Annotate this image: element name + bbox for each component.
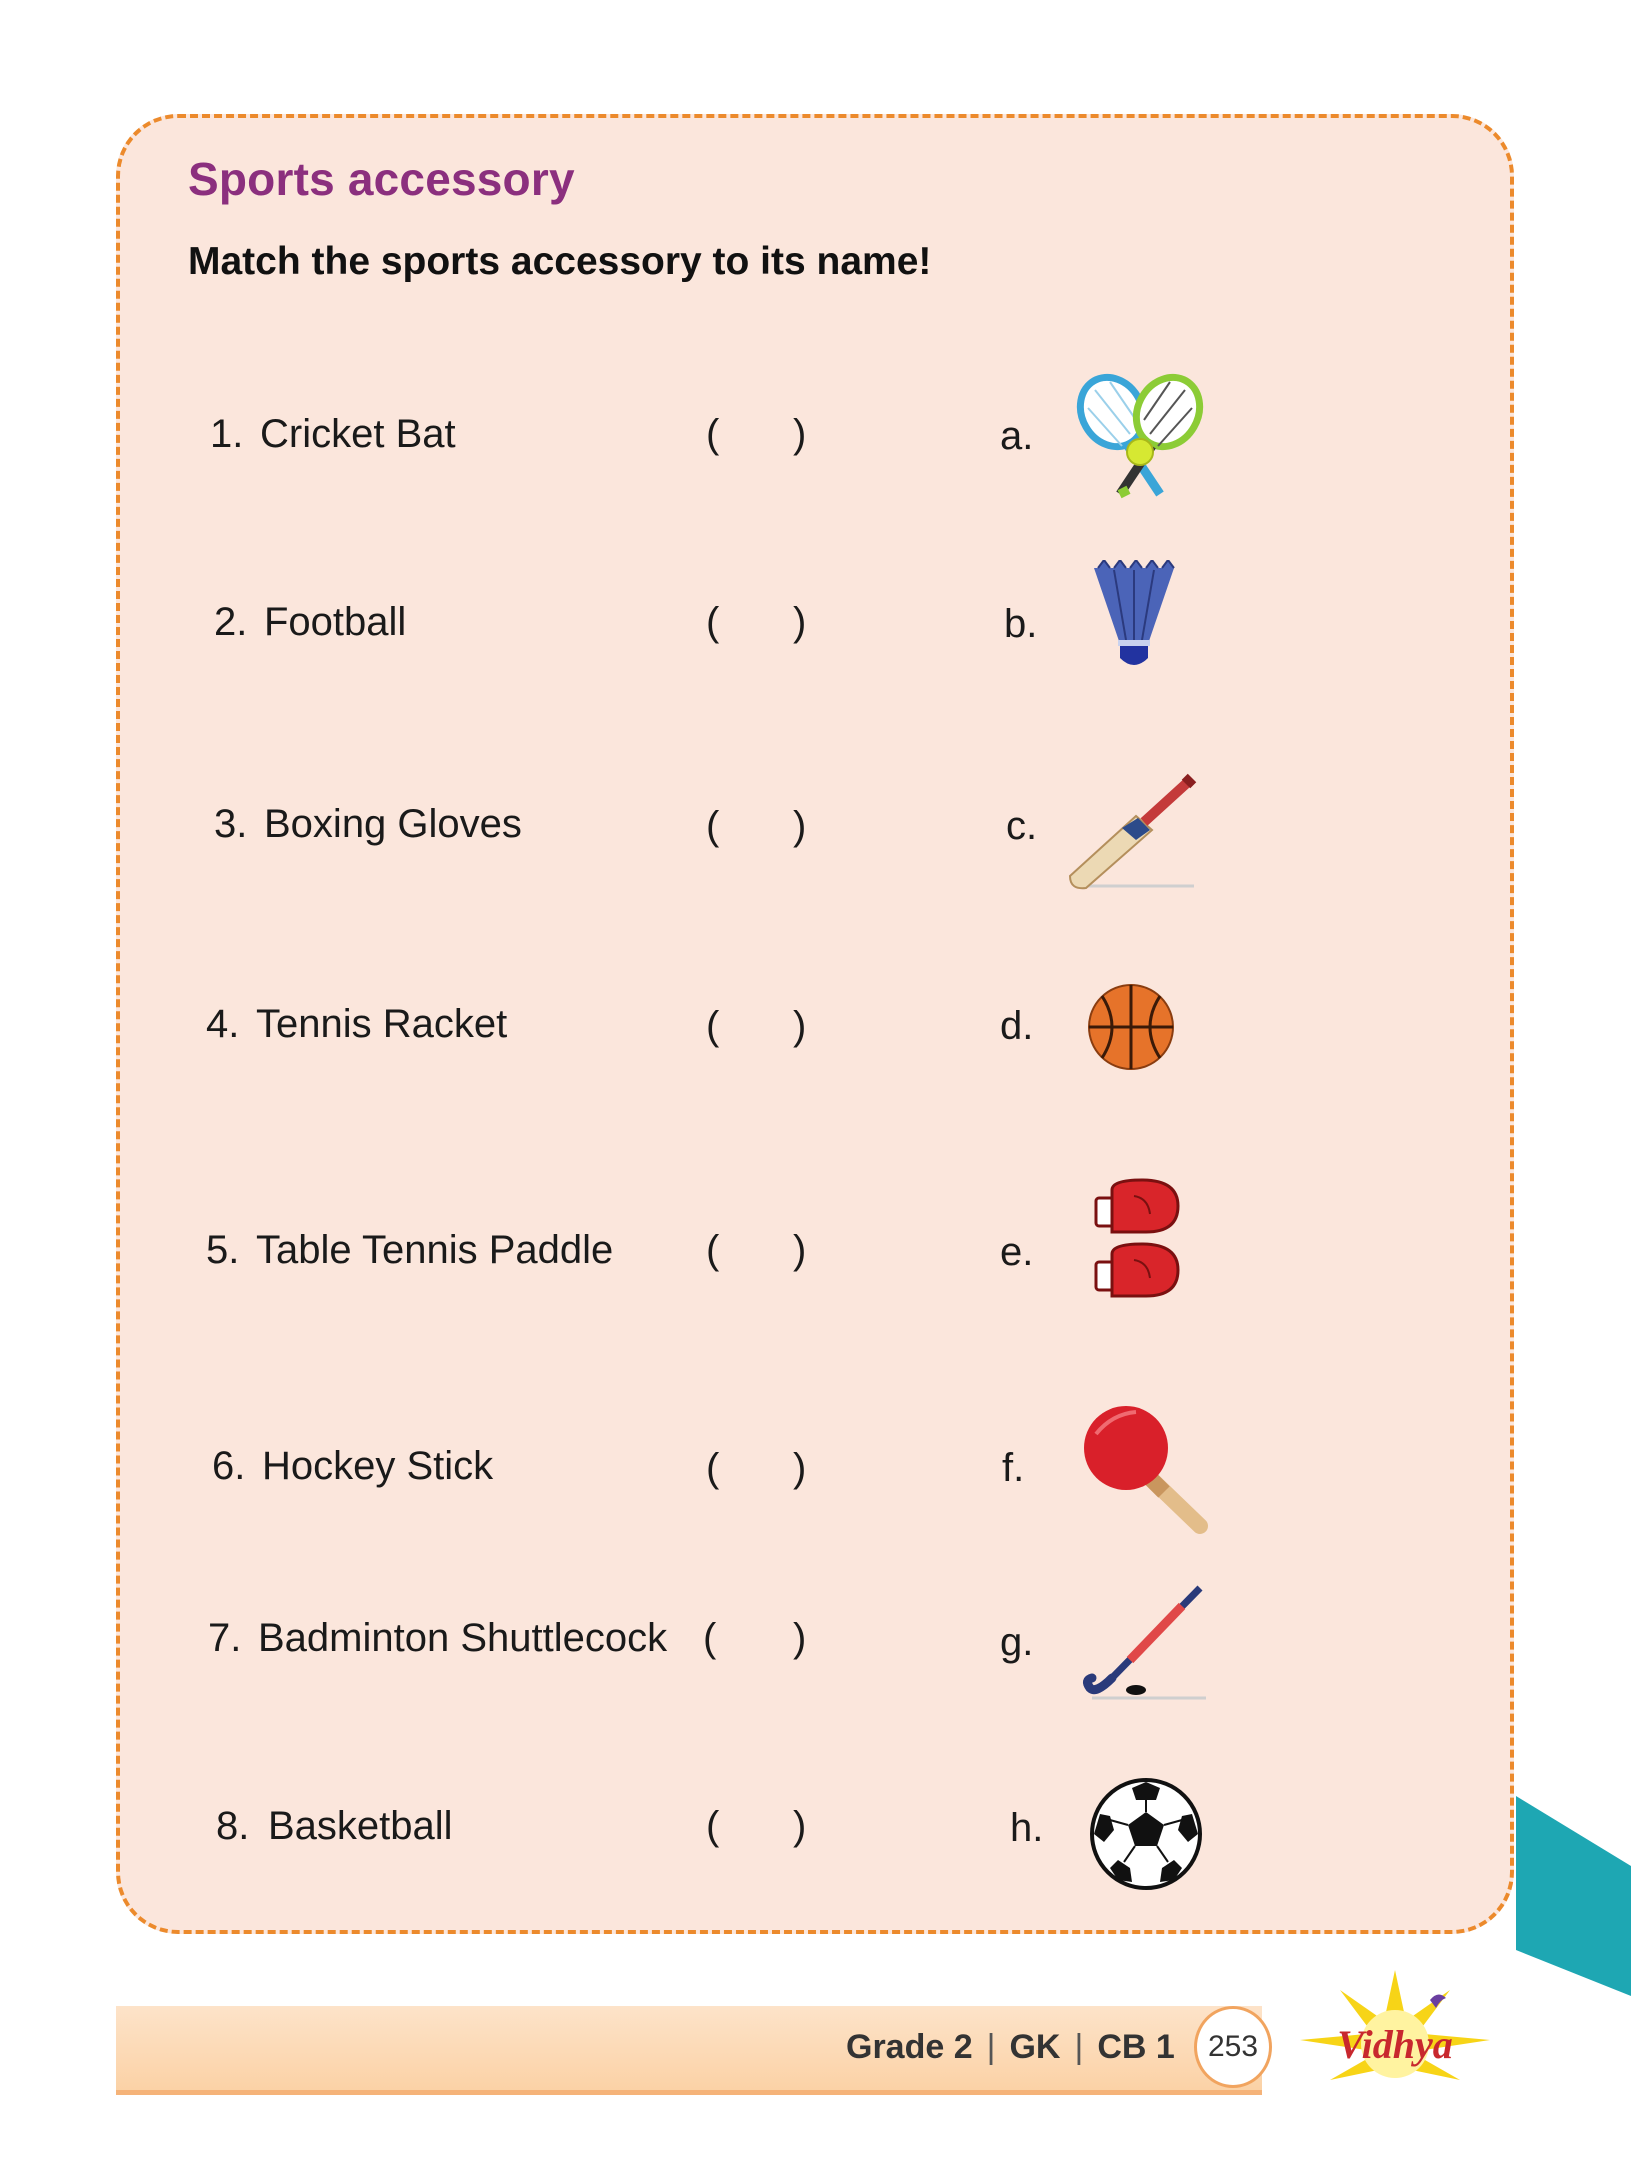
footer-book: CB 1 [1097, 2028, 1175, 2066]
item-name: Table Tennis Paddle [256, 1228, 614, 1272]
answer-paren-open[interactable]: ( [706, 412, 720, 456]
item-number: 3. [214, 802, 248, 846]
answer-paren-close[interactable]: ) [793, 804, 807, 848]
footer-grade: Grade 2 [846, 2028, 973, 2066]
footer-separator: | [1074, 2028, 1084, 2066]
match-row [0, 1404, 1631, 1554]
answer-paren-open[interactable]: ( [706, 600, 720, 644]
match-row [0, 560, 1631, 710]
item-name: Hockey Stick [262, 1444, 494, 1488]
answer-paren-open[interactable]: ( [703, 1616, 717, 1660]
answer-paren-open[interactable]: ( [706, 1004, 720, 1048]
choice-letter: h. [1010, 1806, 1044, 1850]
match-row [0, 1576, 1631, 1726]
vidhya-logo [1280, 1960, 1510, 2100]
item-number: 8. [216, 1804, 250, 1848]
shuttlecock-icon [1084, 560, 1184, 680]
choice-letter: g. [1000, 1620, 1034, 1664]
answer-paren-close[interactable]: ) [793, 1004, 807, 1048]
match-row [0, 370, 1631, 520]
answer-paren-close[interactable]: ) [793, 1228, 807, 1272]
answer-paren-open[interactable]: ( [706, 1228, 720, 1272]
item-number: 1. [210, 412, 244, 456]
footer-separator: | [986, 2028, 996, 2066]
item-number: 4. [206, 1002, 240, 1046]
answer-paren-open[interactable]: ( [706, 1446, 720, 1490]
answer-paren-close[interactable]: ) [793, 1446, 807, 1490]
footer-subject: GK [1009, 2028, 1061, 2066]
answer-paren-close[interactable]: ) [793, 1804, 807, 1848]
footer-text [846, 2028, 1175, 2067]
item-name: Basketball [268, 1804, 453, 1848]
football-icon [1088, 1776, 1204, 1892]
answer-paren-open[interactable]: ( [706, 804, 720, 848]
match-row [0, 1762, 1631, 1912]
item-name: Badminton Shuttlecock [258, 1616, 668, 1660]
svg-text:Vidhya: Vidhya [1337, 2022, 1453, 2067]
item-number: 7. [208, 1616, 242, 1660]
answer-paren-close[interactable]: ) [793, 412, 807, 456]
answer-paren-close[interactable]: ) [793, 600, 807, 644]
item-number: 6. [212, 1444, 246, 1488]
choice-letter: e. [1000, 1230, 1034, 1274]
item-name: Tennis Racket [256, 1002, 508, 1046]
section-title: Sports accessory [188, 153, 575, 205]
choice-letter: b. [1004, 602, 1038, 646]
chapter-tab [1516, 1796, 1631, 1996]
item-number: 2. [214, 600, 248, 644]
item-name: Football [264, 600, 407, 644]
answer-paren-open[interactable]: ( [706, 1804, 720, 1848]
match-row [0, 960, 1631, 1110]
choice-letter: c. [1006, 804, 1038, 848]
instruction: Match the sports accessory to its name! [188, 240, 932, 283]
item-name: Cricket Bat [260, 412, 456, 456]
match-row [0, 760, 1631, 910]
cricket-bat-icon [1064, 772, 1204, 892]
choice-letter: f. [1002, 1446, 1025, 1490]
tennis-rackets-icon [1060, 370, 1220, 510]
boxing-gloves-icon [1092, 1176, 1192, 1310]
basketball-icon [1086, 982, 1176, 1072]
answer-paren-close[interactable]: ) [793, 1616, 807, 1660]
choice-letter: a. [1000, 414, 1034, 458]
page-number: 253 [1194, 2006, 1272, 2088]
item-name: Boxing Gloves [264, 802, 522, 846]
choice-letter: d. [1000, 1004, 1034, 1048]
match-row [0, 1186, 1631, 1336]
table-tennis-paddle-icon [1082, 1404, 1212, 1534]
hockey-stick-icon [1082, 1584, 1212, 1704]
item-number: 5. [206, 1228, 240, 1272]
